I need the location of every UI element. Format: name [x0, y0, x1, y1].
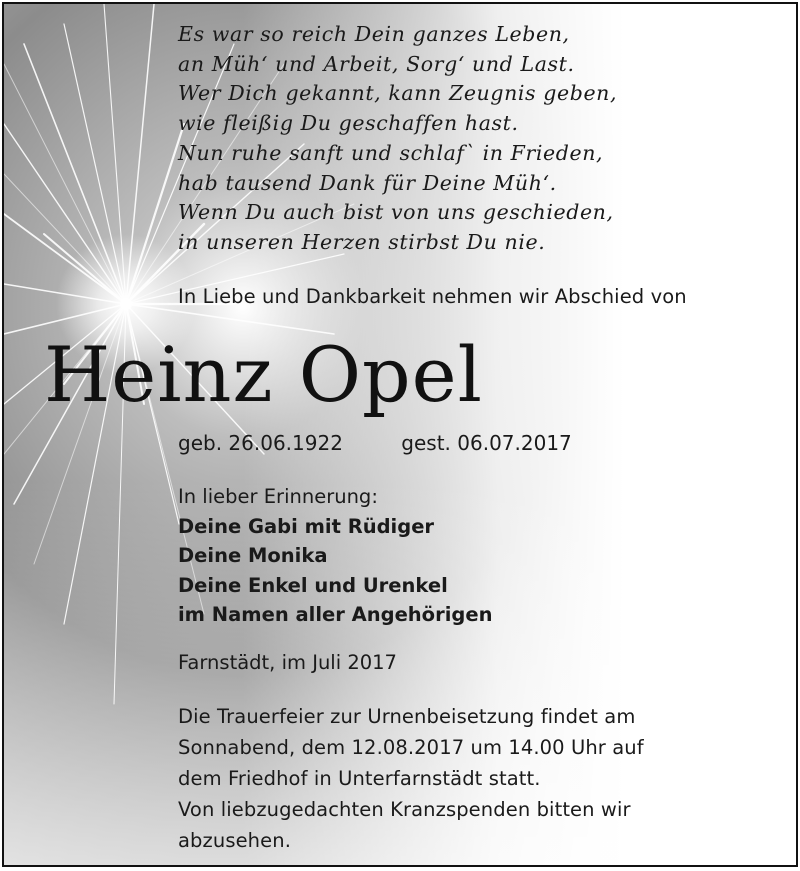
life-dates [178, 431, 572, 455]
poem-line: wie fleißig Du geschaffen hast. [178, 111, 519, 136]
funeral-notice [178, 701, 644, 856]
memory-heading: In lieber Erinnerung: [178, 485, 378, 508]
obituary-notice [2, 2, 798, 867]
notice-line: dem Friedhof in Unterfarnstädt statt. [178, 767, 541, 790]
poem-line: Wenn Du auch bist von uns geschieden, [178, 200, 614, 225]
poem-line: Nun ruhe sanft und schlaf` in Frieden, [178, 140, 604, 165]
mourner-line: im Namen aller Angehörigen [178, 603, 493, 626]
mourner-line: Deine Enkel und Urenkel [178, 573, 448, 597]
notice-line: Die Trauerfeier zur Urnenbeisetzung findet am [178, 705, 636, 728]
death-date: gest. 06.07.2017 [401, 431, 572, 455]
mourner-line: Deine Monika [178, 544, 328, 567]
poem-line: in unseren Herzen stirbst Du nie. [178, 229, 546, 254]
birth-date: geb. 26.06.1922 [178, 431, 343, 455]
poem-line: hab tausend Dank für Deine Müh‘. [178, 170, 557, 195]
notice-line: abzusehen. [178, 829, 291, 852]
poem-line: Wer Dich gekannt, kann Zeugnis geben, [178, 81, 618, 106]
memorial-poem [178, 20, 617, 258]
poem-line: an Müh‘ und Arbeit, Sorg‘ und Last. [178, 51, 575, 76]
farewell-intro: In Liebe und Dankbarkeit nehmen wir Abschied von [178, 285, 687, 308]
mourners-block [178, 482, 492, 630]
deceased-name: Heinz Opel [44, 330, 483, 419]
mourner-line: Deine Gabi mit Rüdiger [178, 514, 435, 538]
place-and-date: Farnstädt, im Juli 2017 [178, 651, 397, 674]
notice-line: Sonnabend, dem 12.08.2017 um 14.00 Uhr auf [178, 736, 644, 759]
poem-line: Es war so reich Dein ganzes Leben, [178, 22, 570, 46]
notice-line: Von liebzugedachten Kranzspenden bitten wir [178, 798, 631, 821]
